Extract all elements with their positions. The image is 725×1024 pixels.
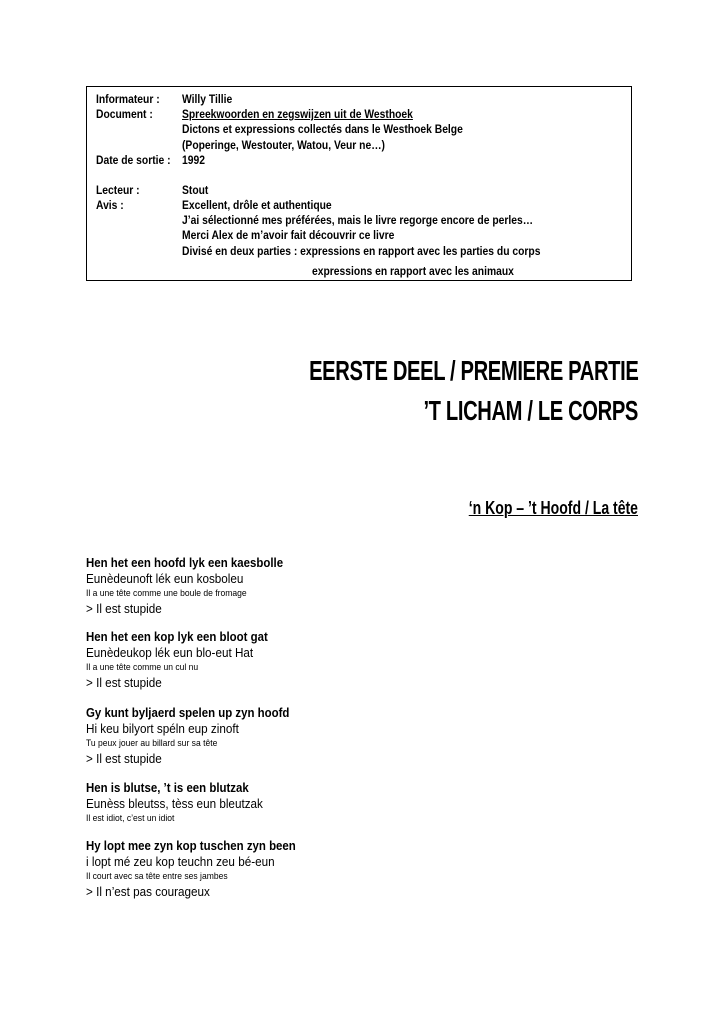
part-subtitle: ’T LICHAM / LE CORPS bbox=[423, 395, 638, 426]
document-label: Document : bbox=[96, 107, 153, 121]
list-item bbox=[86, 629, 646, 691]
list-item bbox=[86, 555, 646, 617]
document-locations: (Poperinge, Westouter, Watou, Veur ne…) bbox=[182, 138, 385, 152]
entry-dutch: Hen het een kop lyk een bloot gat bbox=[86, 629, 268, 644]
list-item bbox=[86, 705, 646, 767]
entry-french: Tu peux jouer au billard sur sa tête bbox=[86, 738, 218, 749]
entry-dialect: i lopt mé zeu kop teuchn zeu bé-eun bbox=[86, 854, 275, 869]
entry-meaning: > Il est stupide bbox=[86, 601, 162, 616]
informateur-label: Informateur : bbox=[96, 92, 160, 106]
entry-dutch: Hen het een hoofd lyk een kaesbolle bbox=[86, 555, 284, 570]
avis-label: Avis : bbox=[96, 198, 124, 212]
document-title: Spreekwoorden en zegswijzen uit de Westhoek bbox=[182, 107, 413, 121]
avis-line: Excellent, drôle et authentique bbox=[182, 198, 332, 212]
entry-dialect: Hi keu bilyort spéln eup zinoft bbox=[86, 721, 239, 736]
entry-dialect: Eunèdeunoft lék eun kosboleu bbox=[86, 571, 244, 586]
lecteur-value: Stout bbox=[182, 183, 209, 197]
entry-french: Il court avec sa tête entre ses jambes bbox=[86, 871, 228, 882]
avis-line: J’ai sélectionné mes préférées, mais le livre regorge encore de perles… bbox=[182, 213, 534, 227]
section-title: ‘n Kop – ’t Hoofd / La tête bbox=[468, 498, 638, 518]
entry-dialect: Eunèdeukop lék eun blo-eut Hat bbox=[86, 645, 254, 660]
part-title: EERSTE DEEL / PREMIERE PARTIE bbox=[308, 355, 638, 386]
lecteur-label: Lecteur : bbox=[96, 183, 140, 197]
date-value: 1992 bbox=[182, 153, 205, 167]
entry-dialect: Eunèss bleutss, tèss eun bleutzak bbox=[86, 796, 263, 811]
entry-dutch: Gy kunt byljaerd spelen up zyn hoofd bbox=[86, 705, 290, 720]
info-box bbox=[86, 86, 632, 281]
informateur-value: Willy Tillie bbox=[182, 92, 233, 106]
entry-french: Il a une tête comme un cul nu bbox=[86, 662, 199, 673]
entry-meaning: > Il est stupide bbox=[86, 751, 162, 766]
avis-line: Divisé en deux parties : expressions en rapport avec les parties du corps bbox=[182, 244, 541, 258]
list-item bbox=[86, 838, 646, 900]
date-label: Date de sortie : bbox=[96, 153, 171, 167]
avis-line: expressions en rapport avec les animaux bbox=[312, 264, 514, 278]
list-item bbox=[86, 780, 646, 826]
avis-line: Merci Alex de m’avoir fait découvrir ce livre bbox=[182, 228, 395, 242]
entry-french: Il est idiot, c’est un idiot bbox=[86, 813, 175, 824]
entry-french: Il a une tête comme une boule de fromage bbox=[86, 588, 247, 599]
entry-meaning: > Il n’est pas courageux bbox=[86, 884, 210, 899]
document-description: Dictons et expressions collectés dans le Westhoek Belge bbox=[182, 122, 463, 136]
entry-dutch: Hen is blutse, ’t is een blutzak bbox=[86, 780, 249, 795]
entry-dutch: Hy lopt mee zyn kop tuschen zyn been bbox=[86, 838, 296, 853]
entry-meaning: > Il est stupide bbox=[86, 675, 162, 690]
